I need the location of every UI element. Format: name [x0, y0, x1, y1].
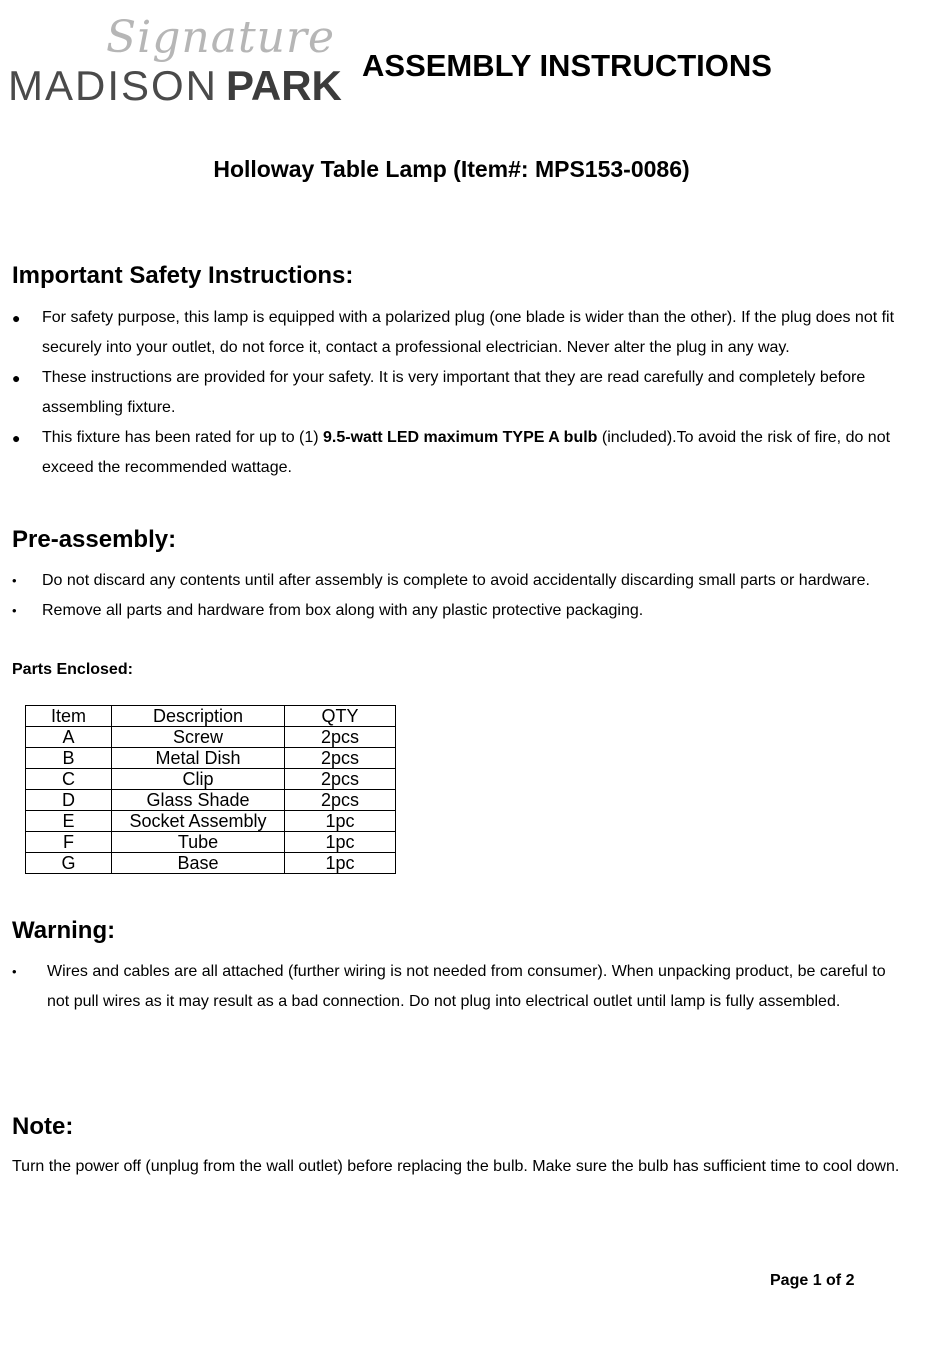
- preassembly-item-text: Do not discard any contents until after assembly is complete to avoid accidentally discarding small parts or hardware.: [42, 572, 870, 589]
- cell-description: Glass Shade: [112, 790, 285, 811]
- safety-item-text: This fixture has been rated for up to (1): [42, 429, 324, 446]
- cell-description: Base: [112, 853, 285, 874]
- safety-heading: Important Safety Instructions:: [12, 262, 354, 289]
- cell-item: B: [26, 748, 112, 769]
- cell-description: Clip: [112, 769, 285, 790]
- cell-description: Screw: [112, 727, 285, 748]
- preassembly-item-text: Remove all parts and hardware from box along with any plastic protective packaging.: [42, 602, 644, 619]
- cell-description: Metal Dish: [112, 748, 285, 769]
- safety-item-text: For safety purpose, this lamp is equipped with a polarized plug (one blade is wider than the other). If the plug does not fit securely into your outlet, do not force it, contact a professional electrician. Never alter the plug in any way.: [42, 309, 895, 356]
- note-heading: Note:: [12, 1113, 74, 1140]
- table-row: [26, 769, 396, 790]
- table-row: [26, 853, 396, 874]
- safety-item-text: These instructions are provided for your safety. It is very important that they are read carefully and completely before assembling fixture.: [42, 369, 866, 416]
- cell-qty: 2pcs: [285, 769, 396, 790]
- column-header-description: Description: [112, 706, 285, 727]
- brand-logo: [8, 12, 353, 108]
- cell-item: E: [26, 811, 112, 832]
- parts-enclosed-label: Parts Enclosed:: [12, 661, 133, 678]
- column-header-qty: QTY: [285, 706, 396, 727]
- cell-item: D: [26, 790, 112, 811]
- bullet-icon: •: [12, 573, 17, 588]
- cell-item: A: [26, 727, 112, 748]
- list-item: [12, 566, 902, 596]
- cell-item: G: [26, 853, 112, 874]
- table-row: [26, 790, 396, 811]
- logo-brand-left: MADISON: [8, 62, 219, 109]
- safety-item-text-tail: (included).To avoid the risk of fire, do not exceed the recommended wattage.: [42, 429, 891, 476]
- cell-qty: 2pcs: [285, 727, 396, 748]
- preassembly-list: [12, 566, 902, 626]
- bullet-icon: ●: [12, 370, 21, 386]
- bulb-rating: 9.5-watt LED maximum TYPE A bulb: [323, 429, 598, 446]
- page-number: Page 1 of 2: [770, 1272, 855, 1289]
- list-item: [12, 957, 892, 1017]
- cell-qty: 2pcs: [285, 790, 396, 811]
- list-item: [12, 596, 902, 626]
- column-header-item: Item: [26, 706, 112, 727]
- bullet-icon: ●: [12, 430, 21, 446]
- bullet-icon: •: [12, 603, 17, 618]
- product-title: Holloway Table Lamp (Item#: MPS153-0086): [213, 156, 690, 182]
- parts-table: [25, 705, 396, 874]
- table-row: [26, 748, 396, 769]
- logo-script-word: Signature: [106, 12, 336, 63]
- list-item: [12, 423, 902, 483]
- safety-list: [12, 303, 902, 483]
- bullet-icon: ●: [12, 310, 21, 326]
- list-item: [12, 363, 902, 423]
- cell-qty: 1pc: [285, 811, 396, 832]
- cell-qty: 1pc: [285, 832, 396, 853]
- warning-list: [12, 957, 892, 1017]
- document-title: ASSEMBLY INSTRUCTIONS: [362, 48, 772, 83]
- note-body: Turn the power off (unplug from the wall outlet) before replacing the bulb. Make sure the bulb has sufficient time to cool down.: [12, 1158, 900, 1175]
- preassembly-heading: Pre-assembly:: [12, 526, 177, 553]
- table-row: [26, 727, 396, 748]
- cell-item: F: [26, 832, 112, 853]
- list-item: [12, 303, 902, 363]
- cell-qty: 1pc: [285, 853, 396, 874]
- logo-brand-right: PARK: [226, 62, 342, 109]
- cell-description: Socket Assembly: [112, 811, 285, 832]
- cell-item: C: [26, 769, 112, 790]
- table-row: [26, 811, 396, 832]
- cell-qty: 2pcs: [285, 748, 396, 769]
- table-header-row: [26, 706, 396, 727]
- bullet-icon: •: [12, 964, 17, 979]
- table-row: [26, 832, 396, 853]
- cell-description: Tube: [112, 832, 285, 853]
- warning-heading: Warning:: [12, 917, 116, 944]
- warning-item-text: Wires and cables are all attached (further wiring is not needed from consumer). When unpacking product, be careful to not pull wires as it may result as a bad connection. Do not plug into electrical outlet until lamp is fully assembled.: [47, 963, 886, 1010]
